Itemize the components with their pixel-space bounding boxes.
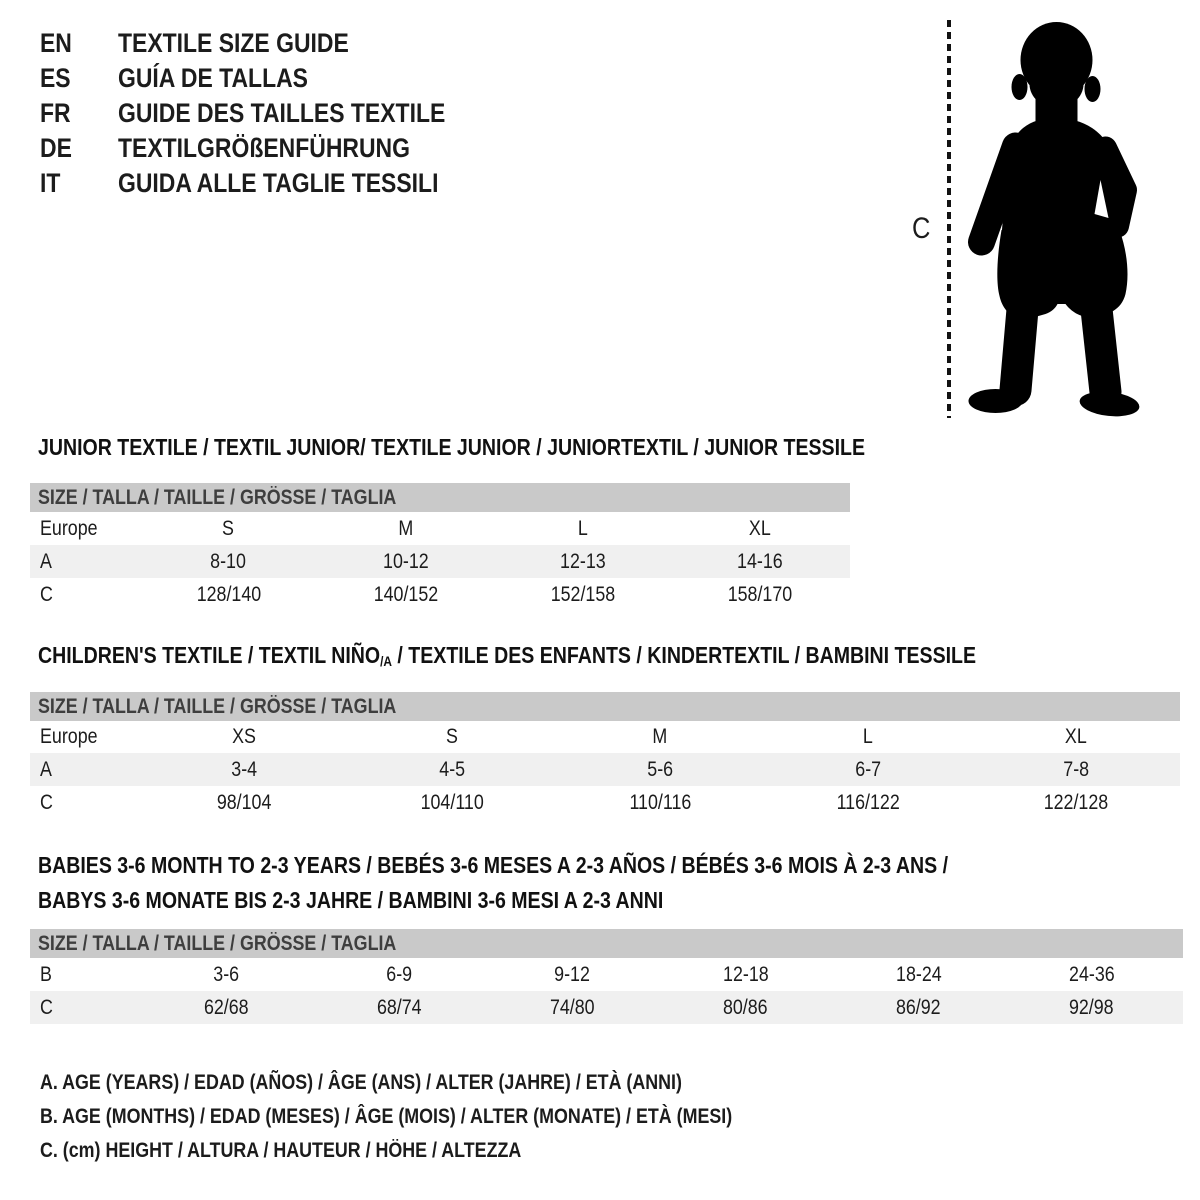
cell-text: 8-10 — [210, 549, 247, 573]
cell-text: 12-18 — [722, 962, 769, 986]
row-label-text: C — [40, 790, 53, 814]
legend — [40, 1066, 854, 1168]
table-cell — [317, 550, 494, 574]
cell-text: 5-6 — [647, 757, 673, 781]
title-prefix: CHILDREN'S TEXTILE / TEXTIL NIÑO — [38, 642, 381, 668]
cell-text: 140/152 — [373, 582, 438, 606]
size-header-band — [30, 692, 1180, 721]
table-cell — [556, 725, 764, 749]
cell-text: L — [863, 724, 873, 748]
legend-line-b — [40, 1100, 854, 1134]
title-suffix: / TEXTILE DES ENFANTS / KINDERTEXTIL / BAMBINI TESSILE — [391, 642, 977, 668]
height-measure-dashed-line — [947, 20, 951, 418]
row-label-text: A — [40, 757, 52, 781]
table-cell — [140, 517, 317, 541]
table-cell — [313, 963, 486, 987]
cell-text: 6-7 — [855, 757, 881, 781]
cell-text: 122/128 — [1043, 790, 1109, 814]
row-label — [30, 963, 140, 987]
cell-text: 6-9 — [386, 962, 413, 986]
language-row-de — [40, 131, 503, 166]
row-label-text: Europe — [40, 516, 98, 540]
row-label — [30, 725, 140, 749]
language-title: TEXTILE SIZE GUIDE — [118, 28, 349, 58]
language-code — [40, 168, 118, 199]
table-cell — [348, 791, 556, 815]
table-cell — [140, 996, 313, 1020]
language-row-en — [40, 26, 503, 61]
cell-text: M — [398, 516, 413, 540]
legend-line-c — [40, 1134, 854, 1168]
table-cell — [317, 517, 494, 541]
language-code-text: FR — [40, 98, 71, 128]
table-cell — [832, 996, 1005, 1020]
table-cell — [1005, 963, 1178, 987]
size-header-text: SIZE / TALLA / TAILLE / GRÖSSE / TAGLIA — [38, 695, 397, 718]
table-cell — [972, 791, 1180, 815]
table-cell — [556, 791, 764, 815]
cell-text: 74/80 — [550, 995, 595, 1019]
row-label-text: Europe — [40, 724, 98, 748]
row-label-text: B — [40, 962, 52, 986]
row-label-text: C — [40, 995, 53, 1019]
table-cell — [972, 725, 1180, 749]
table-cell — [556, 758, 764, 782]
table-cell — [832, 963, 1005, 987]
table-cell — [486, 963, 659, 987]
language-code — [40, 28, 118, 59]
cell-text: 14-16 — [736, 549, 783, 573]
language-code — [40, 63, 118, 94]
language-title: TEXTILGRÖßENFÜHRUNG — [118, 133, 410, 163]
legend-text: B. AGE (MONTHS) / EDAD (MESES) / ÂGE (MOIS) / ALTER (MONATE) / ETÀ (MESI) — [40, 1105, 733, 1128]
cell-text: 80/86 — [723, 995, 768, 1019]
table-cell — [317, 583, 494, 607]
cell-text: 3-6 — [213, 962, 240, 986]
table-row-europe — [30, 512, 850, 545]
cell-text: 3-4 — [231, 757, 257, 781]
language-header — [40, 26, 503, 201]
legend-text: A. AGE (YEARS) / EDAD (AÑOS) / ÂGE (ANS) / ALTER (JAHRE) / ETÀ (ANNI) — [40, 1071, 682, 1094]
row-label — [30, 996, 140, 1020]
cell-text: 68/74 — [377, 995, 422, 1019]
height-measure-label-text: C — [912, 212, 931, 245]
cell-text: 104/110 — [420, 790, 484, 814]
height-measure-label — [912, 212, 934, 246]
table-row-age — [30, 753, 1180, 786]
table-cell — [486, 996, 659, 1020]
size-header-text: SIZE / TALLA / TAILLE / GRÖSSE / TAGLIA — [38, 932, 397, 955]
table-cell — [140, 583, 317, 607]
section-title-text: BABYS 3-6 MONATE BIS 2-3 JAHRE / BAMBINI 3-6 MESI A 2-3 ANNI — [38, 887, 664, 913]
section-title-text — [38, 642, 976, 674]
table-row-height — [30, 991, 1183, 1024]
row-label-text: C — [40, 582, 53, 606]
table-cell — [140, 550, 317, 574]
table-cell — [1005, 996, 1178, 1020]
row-label — [30, 758, 140, 782]
table-cell — [659, 963, 832, 987]
language-code-text: IT — [40, 168, 61, 198]
cell-text: 7-8 — [1063, 757, 1089, 781]
cell-text: 18-24 — [895, 962, 942, 986]
language-code — [40, 133, 118, 164]
section-title-line2 — [38, 887, 774, 913]
language-title: GUIDE DES TAILLES TEXTILE — [118, 98, 446, 128]
table-cell — [972, 758, 1180, 782]
cell-text: 86/92 — [896, 995, 941, 1019]
language-row-it — [40, 166, 503, 201]
table-row-height — [30, 786, 1180, 819]
cell-text: S — [222, 516, 235, 540]
table-cell — [313, 996, 486, 1020]
size-header-text: SIZE / TALLA / TAILLE / GRÖSSE / TAGLIA — [38, 486, 397, 509]
table-cell — [140, 725, 348, 749]
cell-text: XS — [232, 724, 256, 748]
baby-silhouette-icon — [966, 18, 1144, 418]
table-cell — [671, 550, 848, 574]
section-title-text: JUNIOR TEXTILE / TEXTIL JUNIOR/ TEXTILE JUNIOR / JUNIORTEXTIL / JUNIOR TESSILE — [38, 434, 866, 460]
table-cell — [348, 758, 556, 782]
language-row-fr — [40, 96, 503, 131]
cell-text: 62/68 — [204, 995, 249, 1019]
table-row-height — [30, 578, 850, 611]
row-label — [30, 550, 140, 574]
cell-text: 116/122 — [836, 790, 900, 814]
legend-text: C. (cm) HEIGHT / ALTURA / HAUTEUR / HÖHE / ALTEZZA — [40, 1139, 522, 1162]
cell-text: 98/104 — [216, 790, 272, 814]
table-cell — [659, 996, 832, 1020]
section-title — [38, 434, 1011, 460]
table-cell — [494, 550, 671, 574]
cell-text: XL — [1065, 724, 1087, 748]
cell-text: M — [652, 724, 668, 748]
language-code-text: EN — [40, 28, 72, 58]
size-header-band — [30, 929, 1183, 958]
cell-text: 9-12 — [554, 962, 591, 986]
language-code — [40, 98, 118, 129]
table-cell — [764, 725, 972, 749]
title-subscript: /A — [380, 653, 392, 669]
language-row-es — [40, 61, 503, 96]
table-row-age — [30, 545, 850, 578]
cell-text: 128/140 — [196, 582, 261, 606]
size-header-band — [30, 483, 850, 512]
table-row-europe — [30, 720, 1180, 753]
cell-text: L — [577, 516, 588, 540]
language-code-text: ES — [40, 63, 71, 93]
cell-text: 92/98 — [1069, 995, 1114, 1019]
table-cell — [494, 583, 671, 607]
table-cell — [764, 758, 972, 782]
cell-text: 10-12 — [382, 549, 429, 573]
cell-text: 152/158 — [550, 582, 615, 606]
table-cell — [140, 758, 348, 782]
section-title — [38, 642, 1142, 674]
language-title: GUIDA ALLE TAGLIE TESSILI — [118, 168, 439, 198]
cell-text: 24-36 — [1068, 962, 1115, 986]
cell-text: 110/116 — [629, 790, 691, 814]
section-title-text: BABIES 3-6 MONTH TO 2-3 YEARS / BEBÉS 3-6 MESES A 2-3 AÑOS / BÉBÉS 3-6 MOIS À 2-3 ANS / — [38, 852, 949, 878]
cell-text: S — [446, 724, 458, 748]
legend-line-a — [40, 1066, 854, 1100]
table-cell — [494, 517, 671, 541]
table-cell — [140, 791, 348, 815]
table-cell — [764, 791, 972, 815]
section-title-line1 — [38, 852, 1109, 878]
row-label-text: A — [40, 549, 52, 573]
table-cell — [671, 517, 848, 541]
table-cell — [140, 963, 313, 987]
table-cell — [671, 583, 848, 607]
cell-text: 12-13 — [559, 549, 606, 573]
language-code-text: DE — [40, 133, 72, 163]
row-label — [30, 517, 140, 541]
language-title: GUÍA DE TALLAS — [118, 63, 308, 93]
table-cell — [348, 725, 556, 749]
row-label — [30, 583, 140, 607]
cell-text: 4-5 — [439, 757, 465, 781]
table-row-age-months — [30, 958, 1183, 991]
cell-text: XL — [748, 516, 771, 540]
row-label — [30, 791, 140, 815]
cell-text: 158/170 — [727, 582, 792, 606]
